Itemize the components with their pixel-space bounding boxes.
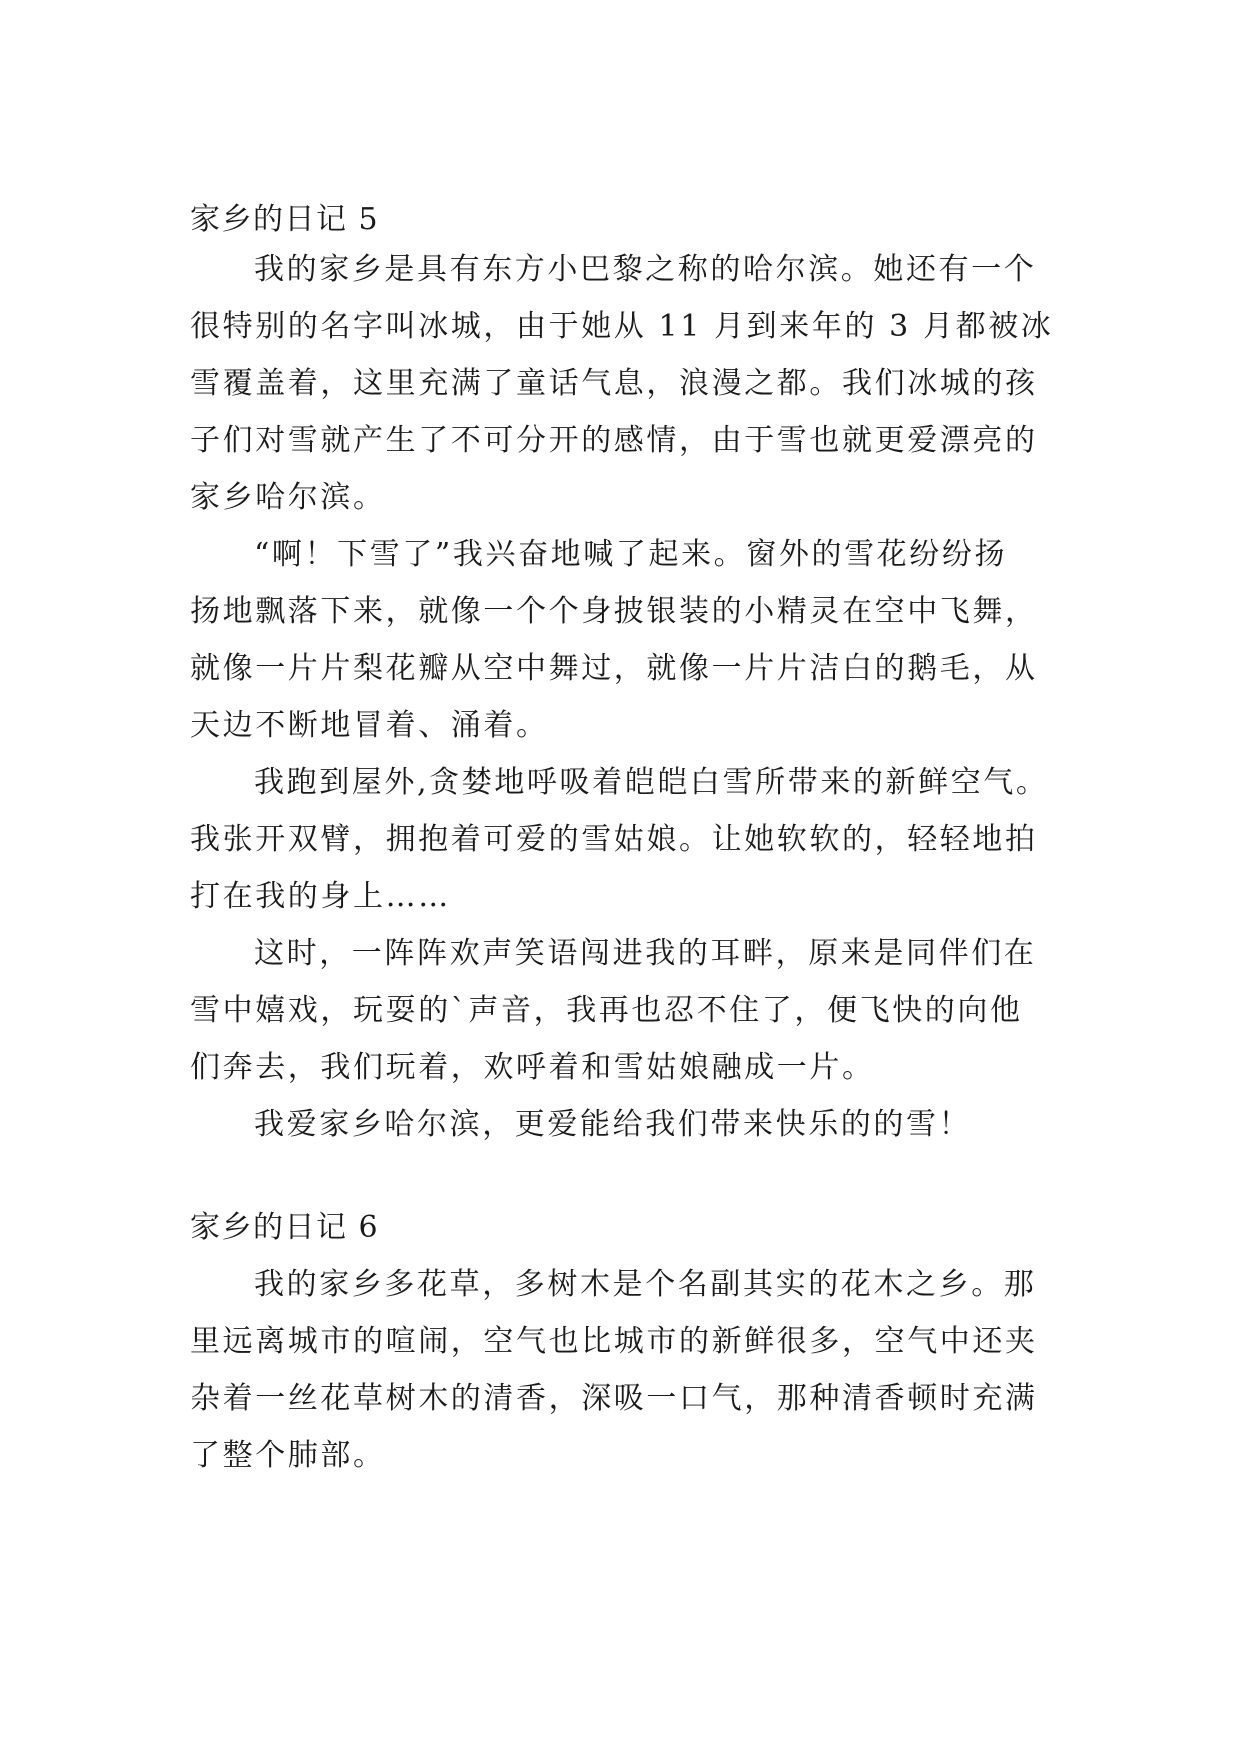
paragraph-line: 我的家乡是具有东方小巴黎之称的哈尔滨。她还有一个 bbox=[254, 252, 1037, 287]
paragraph-line: 家乡哈尔滨。 bbox=[190, 480, 386, 515]
paragraph-line: 我的家乡多花草，多树木是个名副其实的花木之乡。那 bbox=[254, 1267, 1037, 1302]
paragraph-line: 里远离城市的喧闹，空气也比城市的新鲜很多，空气中还夹 bbox=[190, 1324, 1038, 1359]
section-title: 家乡的日记 5 bbox=[190, 202, 380, 237]
paragraph-line: 就像一片片梨花瓣从空中舞过，就像一片片洁白的鹅毛，从 bbox=[190, 651, 1038, 686]
paragraph-line: 杂着一丝花草树木的清香，深吸一口气，那种清香顿时充满 bbox=[190, 1381, 1038, 1416]
paragraph-line: 我爱家乡哈尔滨，更爱能给我们带来快乐的的雪！ bbox=[254, 1107, 972, 1142]
paragraph-line: 雪覆盖着，这里充满了童话气息，浪漫之都。我们冰城的孩 bbox=[190, 366, 1038, 401]
paragraph-line: 们奔去，我们玩着，欢呼着和雪姑娘融成一片。 bbox=[190, 1050, 875, 1085]
paragraph-line: 很特别的名字叫冰城，由于她从 11 月到来年的 3 月都被冰 bbox=[190, 309, 1054, 344]
paragraph-line: 了整个肺部。 bbox=[190, 1438, 386, 1473]
paragraph-line: “啊！下雪了”我兴奋地喊了起来。窗外的雪花纷纷扬 bbox=[254, 537, 1008, 572]
paragraph-line: 子们对雪就产生了不可分开的感情，由于雪也就更爱漂亮的 bbox=[190, 423, 1038, 458]
paragraph-line: 我跑到屋外,贪婪地呼吸着皑皑白雪所带来的新鲜空气。 bbox=[254, 765, 1049, 800]
paragraph-line: 扬地飘落下来，就像一个个身披银装的小精灵在空中飞舞， bbox=[190, 594, 1038, 629]
paragraph-line: 雪中嬉戏，玩耍的`声音，我再也忍不住了，便飞快的向他 bbox=[190, 993, 1023, 1028]
paragraph-line: 打在我的身上…… bbox=[190, 879, 451, 914]
paragraph-line: 这时，一阵阵欢声笑语闯进我的耳畔，原来是同伴们在 bbox=[254, 936, 1037, 971]
paragraph-line: 天边不断地冒着、涌着。 bbox=[190, 708, 549, 743]
paragraph-line: 我张开双臂，拥抱着可爱的雪姑娘。让她软软的，轻轻地拍 bbox=[190, 822, 1038, 857]
section-title: 家乡的日记 6 bbox=[190, 1210, 380, 1245]
